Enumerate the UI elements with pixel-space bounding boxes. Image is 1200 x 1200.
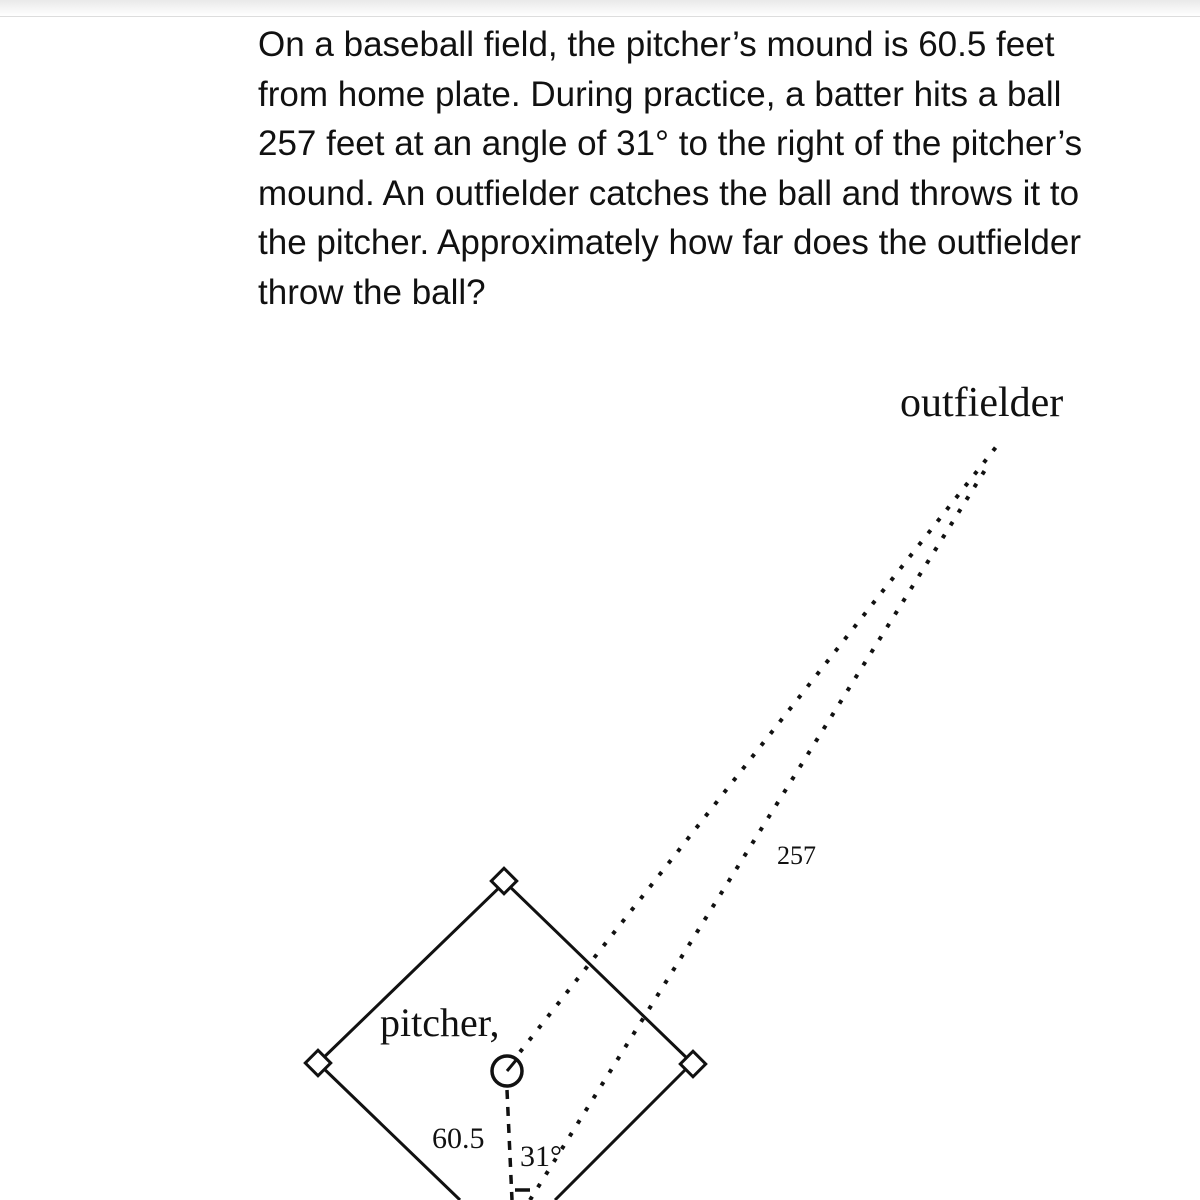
hit-line [530,462,990,1200]
problem-line-3: 257 feet at an angle of 31° to the right of the pitcher’s [258,124,1083,163]
problem-line-1: On a baseball field, the pitcher’s mound is 60.5 feet [258,25,1055,64]
outfielder-label: outfielder [900,380,1064,426]
pitchers-mound-mark [507,1059,517,1071]
problem-line-6: throw the ball? [258,272,486,312]
problem-line-2: from home plate. During practice, a batter hits a ball [258,74,1062,114]
home-to-pitcher-line [507,1090,512,1200]
throw-line [520,442,1000,1052]
angle-label: 31° [520,1140,562,1173]
problem-line-4: mound. An outfielder catches the ball and throws it to [258,173,1080,213]
problem-line-5: the pitcher. Approximately how far does the outfielder [258,223,1081,262]
infield-diamond [318,882,692,1063]
mound-distance-label: 60.5 [432,1122,485,1155]
pitcher-label: pitcher, [380,1000,500,1045]
infield-diamond-lower-right [555,1063,692,1200]
hit-distance-label: 257 [777,841,816,870]
